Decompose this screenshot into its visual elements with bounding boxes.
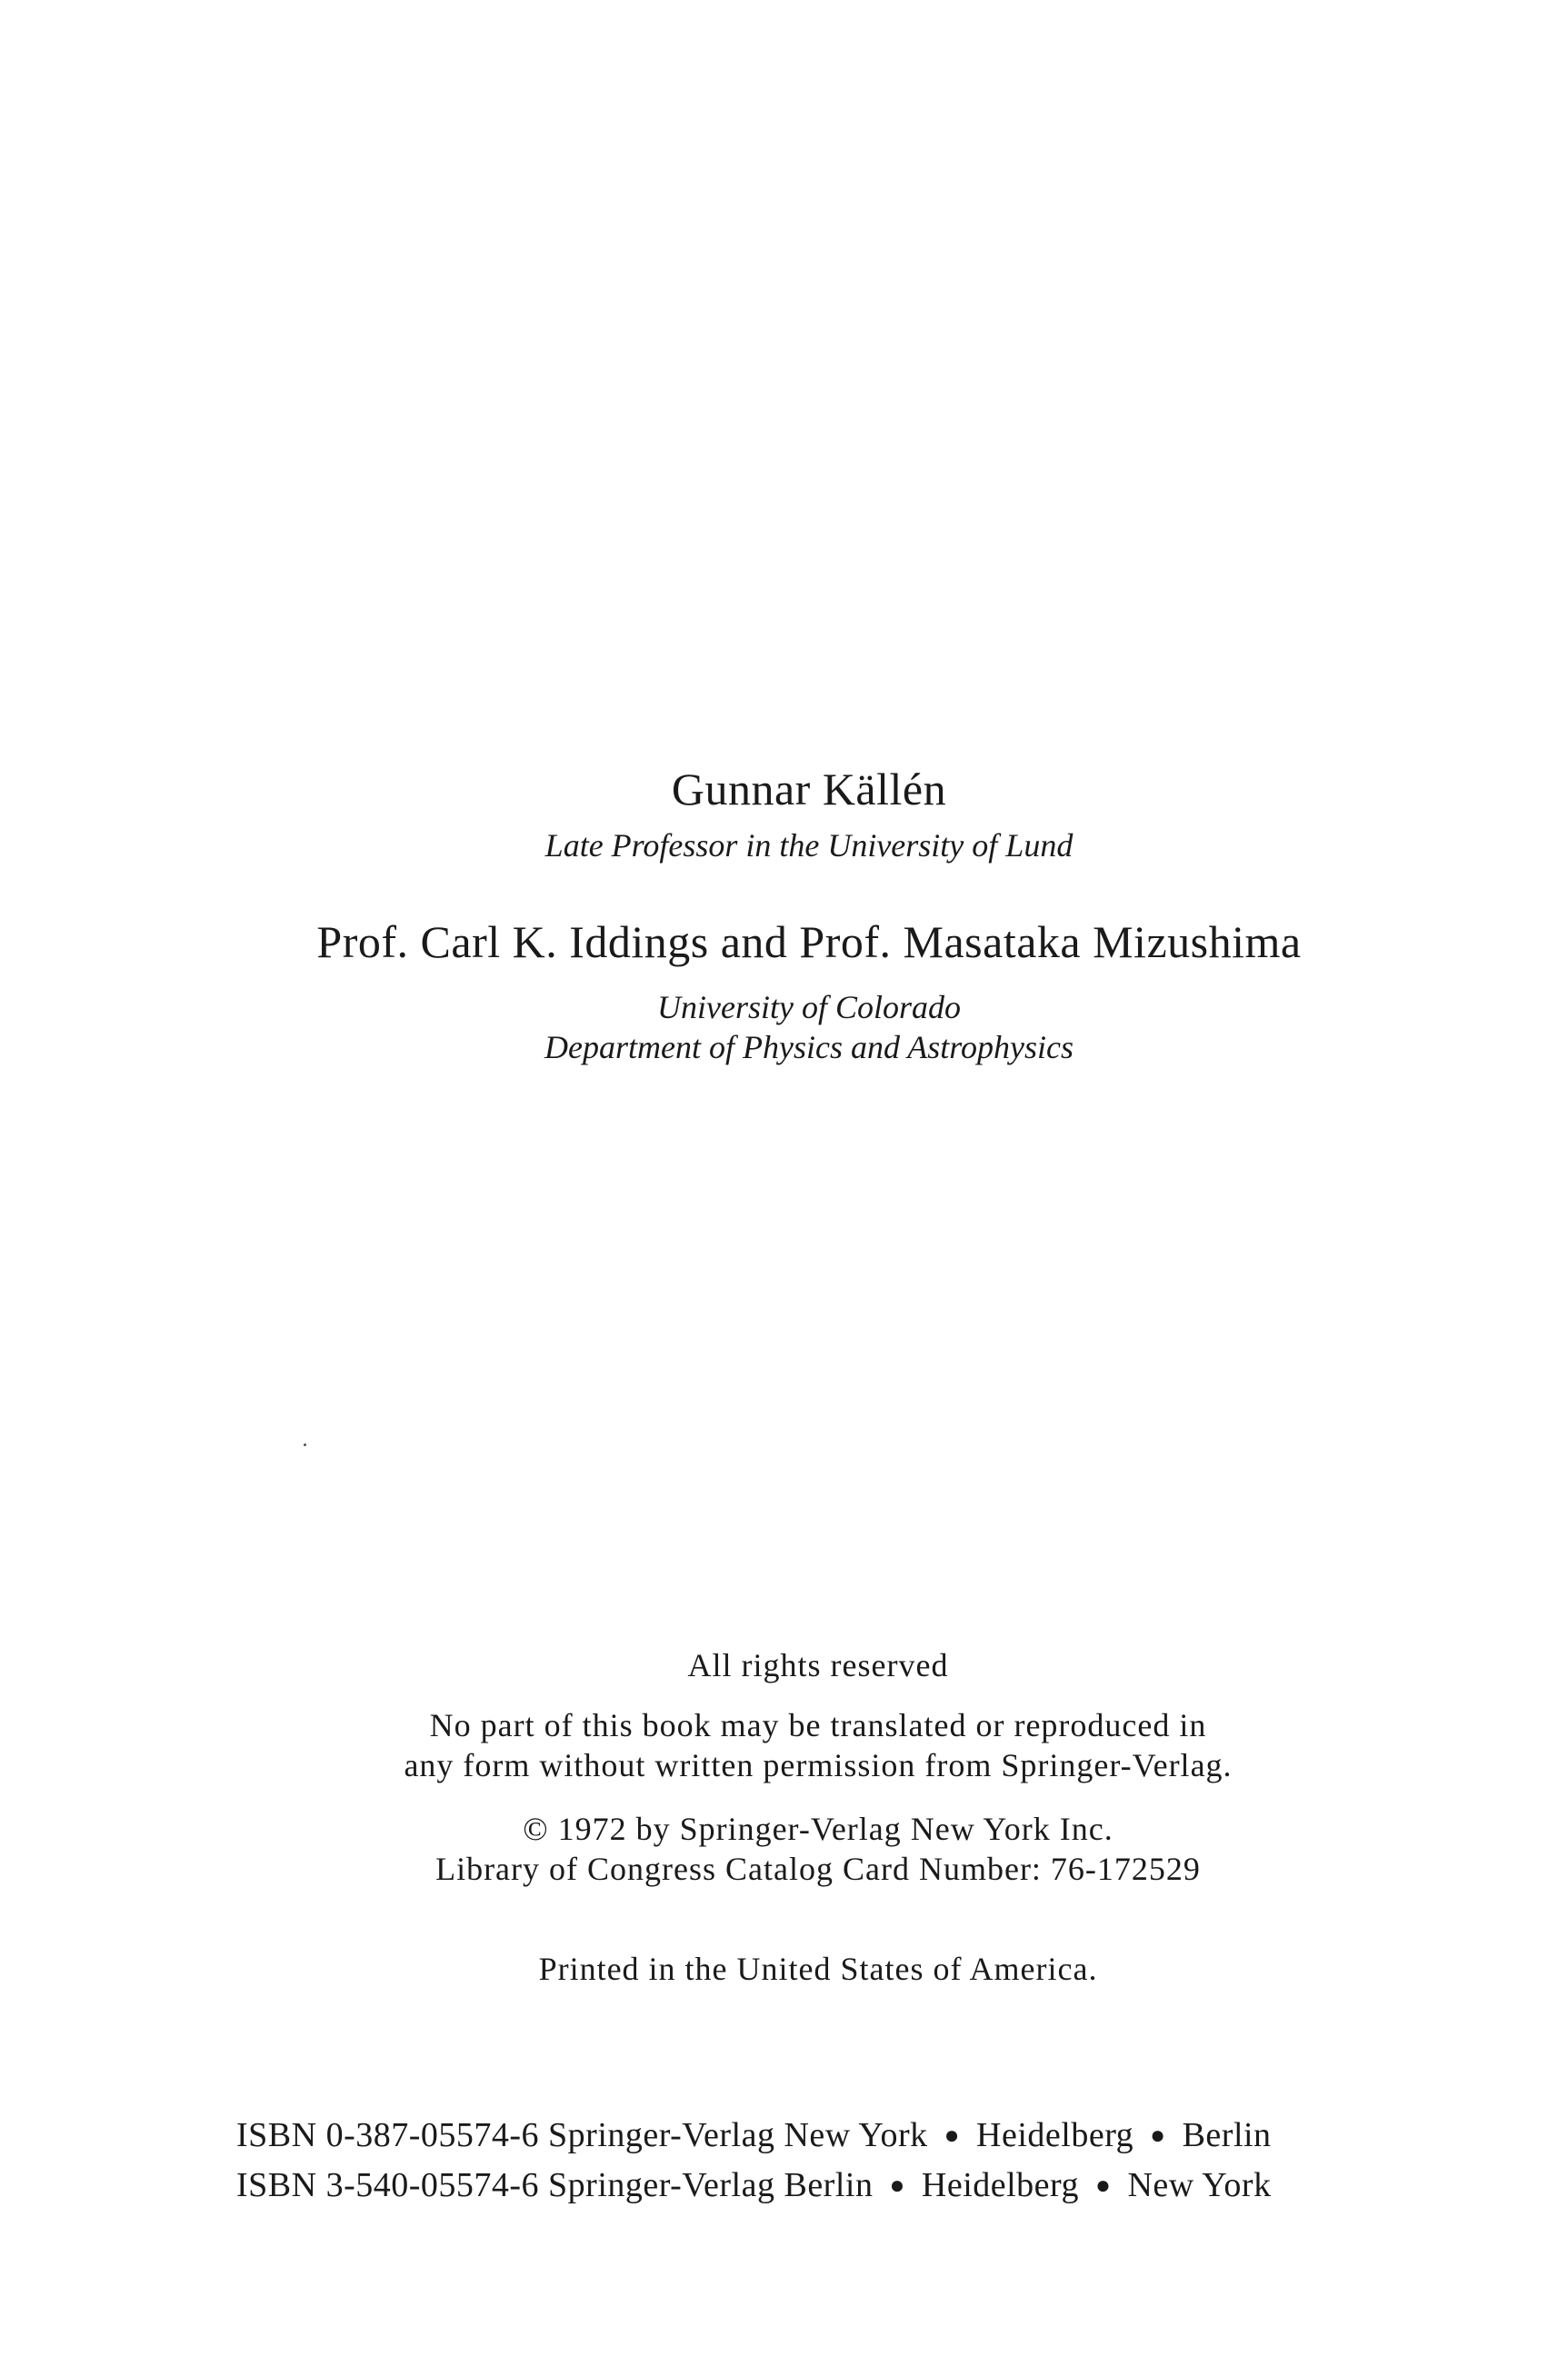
isbn-block [236,2111,1400,2211]
print-speck [304,1443,306,1446]
bullet-separator: ● [1095,2172,1112,2200]
isbn-city-1-2: Heidelberg [976,2116,1134,2154]
isbn-line-1 [236,2111,1400,2161]
bullet-separator: ● [944,2122,961,2150]
rights-notice-line-2: any form without written permission from Springer-Verlag. [404,1747,1233,1783]
bullet-separator: ● [889,2172,905,2200]
rights-notice-line-1: No part of this book may be translated or reproduced in [429,1707,1207,1743]
author-affiliation-department: Department of Physics and Astrophysics [544,1029,1074,1065]
author-names-iddings-mizushima: Prof. Carl K. Iddings and Prof. Masataka Mizushima [316,916,1302,967]
lccn-line: Library of Congress Catalog Card Number: 76-172529 [435,1851,1201,1887]
author-name-kallen: Gunnar Källén [671,764,947,814]
author-block-2 [218,914,1400,1067]
isbn-city-1-3: Berlin [1182,2116,1272,2154]
author-block-1 [218,762,1400,865]
copyright-line: © 1972 by Springer-Verlag New York Inc. [523,1811,1114,1847]
isbn-city-2-3: New York [1127,2166,1272,2204]
all-rights-reserved: All rights reserved [687,1647,949,1683]
isbn-number-2: ISBN 3-540-05574-6 Springer-Verlag Berlin [236,2166,874,2204]
author-affiliation-university: University of Colorado [657,989,961,1025]
printed-in-line: Printed in the United States of America. [538,1951,1098,1987]
isbn-line-2 [236,2161,1400,2211]
rights-block [227,1645,1409,1989]
isbn-number-1: ISBN 0-387-05574-6 Springer-Verlag New York [236,2116,928,2154]
author-affiliation-kallen: Late Professor in the University of Lund [544,827,1074,864]
bullet-separator: ● [1150,2122,1166,2150]
isbn-city-2-2: Heidelberg [921,2166,1080,2204]
